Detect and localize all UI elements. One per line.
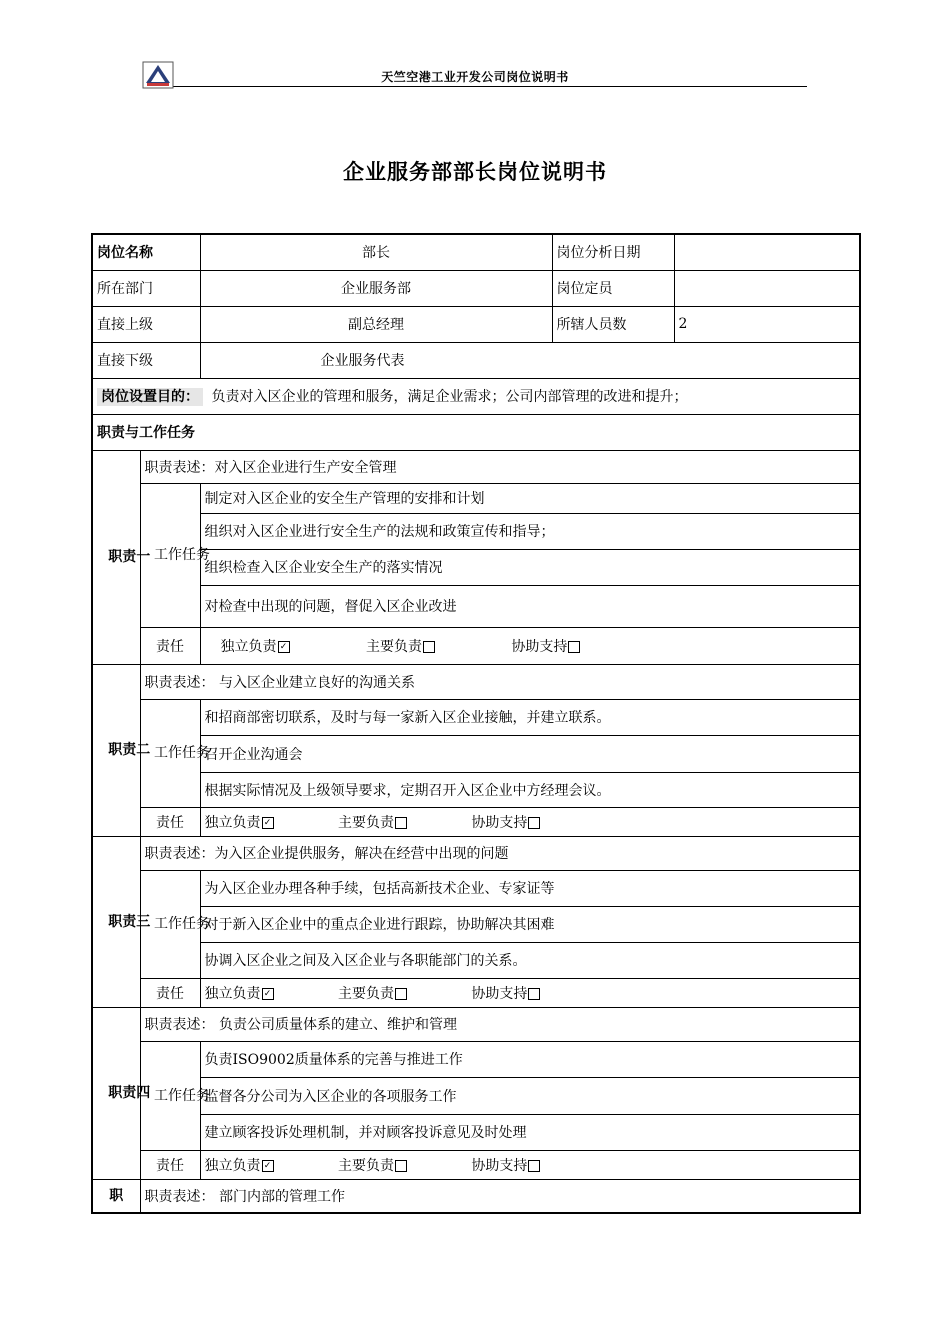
duty-statement: 职责表述： 负责公司质量体系的建立、维护和管理 <box>140 1007 860 1041</box>
task-item: 组织对入区企业进行安全生产的法规和政策宣传和指导； <box>200 513 860 549</box>
tasks-label: 工作任务 <box>140 1041 200 1150</box>
job-description-table <box>91 233 861 1214</box>
tasks-label: 工作任务 <box>140 699 200 807</box>
responsibility-options <box>200 627 860 664</box>
assist-label: 协助支持 <box>511 638 568 655</box>
page-header <box>143 62 807 87</box>
task-item: 对检查中出现的问题，督促入区企业改进 <box>200 585 860 627</box>
headcount-value <box>674 270 860 306</box>
purpose-label: 岗位设置目的： <box>97 388 203 406</box>
duty-section-label: 职责三 <box>92 836 140 1007</box>
task-item: 和招商部密切联系，及时与每一家新入区企业接触，并建立联系。 <box>200 699 860 735</box>
analysis-date-label: 岗位分析日期 <box>552 234 674 270</box>
independent-label: 独立负责 <box>204 985 261 1002</box>
duty-statement: 职责表述：对入区企业进行生产安全管理 <box>140 450 860 483</box>
main-label: 主要负责 <box>337 814 394 831</box>
responsibility-label: 责任 <box>140 807 200 836</box>
independent-checkbox[interactable]: ✓ <box>262 988 274 1000</box>
responsibility-label: 责任 <box>140 978 200 1007</box>
headcount-label: 岗位定员 <box>552 270 674 306</box>
purpose-row <box>92 378 860 414</box>
main-label: 主要负责 <box>365 638 422 655</box>
assist-label: 协助支持 <box>471 985 528 1002</box>
direct-subordinate-value: 企业服务代表 <box>200 342 860 378</box>
direct-superior-value: 副总经理 <box>200 306 552 342</box>
purpose-text: 负责对入区企业的管理和服务，满足企业需求；公司内部管理的改进和提升； <box>211 389 688 405</box>
direct-subordinate-label: 直接下级 <box>92 342 200 378</box>
main-label: 主要负责 <box>337 1157 394 1174</box>
duty-section-label: 职 <box>92 1179 140 1213</box>
task-item: 监督各分公司为入区企业的各项服务工作 <box>200 1077 860 1114</box>
assist-checkbox[interactable] <box>528 817 540 829</box>
analysis-date-value <box>674 234 860 270</box>
duty-section-label: 职责四 <box>92 1007 140 1179</box>
independent-label: 独立负责 <box>204 814 261 831</box>
duty-statement: 职责表述：为入区企业提供服务，解决在经营中出现的问题 <box>140 836 860 870</box>
duty-section-label: 职责二 <box>92 664 140 836</box>
tasks-label: 工作任务 <box>140 483 200 627</box>
position-name-label: 岗位名称 <box>92 234 200 270</box>
task-item: 协调入区企业之间及入区企业与各职能部门的关系。 <box>200 942 860 978</box>
assist-checkbox[interactable] <box>568 641 580 653</box>
duty-section-label: 职责一 <box>92 450 140 664</box>
assist-label: 协助支持 <box>471 1157 528 1174</box>
position-name-value: 部长 <box>200 234 552 270</box>
responsibility-label: 责任 <box>140 1150 200 1179</box>
subordinates-count-value: 2 <box>674 306 860 342</box>
independent-checkbox[interactable]: ✓ <box>278 641 290 653</box>
task-item: 制定对入区企业的安全生产管理的安排和计划 <box>200 483 860 513</box>
task-item: 召开企业沟通会 <box>200 735 860 772</box>
responsibility-options <box>200 978 860 1007</box>
company-header-title: 天竺空港工业开发公司岗位说明书 <box>381 70 569 84</box>
task-item: 负责ISO9002质量体系的完善与推进工作 <box>200 1041 860 1077</box>
duty-statement: 职责表述： 部门内部的管理工作 <box>140 1179 860 1213</box>
independent-label: 独立负责 <box>220 638 277 655</box>
responsibility-label: 责任 <box>140 627 200 664</box>
tasks-label: 工作任务 <box>140 870 200 978</box>
assist-label: 协助支持 <box>471 814 528 831</box>
task-item: 建立顾客投诉处理机制，并对顾客投诉意见及时处理 <box>200 1114 860 1150</box>
responsibility-options <box>200 807 860 836</box>
subordinates-count-label: 所辖人员数 <box>552 306 674 342</box>
main-label: 主要负责 <box>337 985 394 1002</box>
assist-checkbox[interactable] <box>528 988 540 1000</box>
duties-heading: 职责与工作任务 <box>92 414 860 450</box>
main-checkbox[interactable] <box>423 641 435 653</box>
main-checkbox[interactable] <box>395 988 407 1000</box>
independent-label: 独立负责 <box>204 1157 261 1174</box>
task-item: 为入区企业办理各种手续，包括高新技术企业、专家证等 <box>200 870 860 906</box>
main-checkbox[interactable] <box>395 817 407 829</box>
task-item: 根据实际情况及上级领导要求，定期召开入区企业中方经理会议。 <box>200 772 860 807</box>
document-title: 企业服务部部长岗位说明书 <box>343 160 607 184</box>
task-item: 对于新入区企业中的重点企业进行跟踪，协助解决其困难 <box>200 906 860 942</box>
department-label: 所在部门 <box>92 270 200 306</box>
direct-superior-label: 直接上级 <box>92 306 200 342</box>
main-checkbox[interactable] <box>395 1160 407 1172</box>
department-value: 企业服务部 <box>200 270 552 306</box>
assist-checkbox[interactable] <box>528 1160 540 1172</box>
responsibility-options <box>200 1150 860 1179</box>
independent-checkbox[interactable]: ✓ <box>262 817 274 829</box>
task-item: 组织检查入区企业安全生产的落实情况 <box>200 549 860 585</box>
independent-checkbox[interactable]: ✓ <box>262 1160 274 1172</box>
duty-statement: 职责表述： 与入区企业建立良好的沟通关系 <box>140 664 860 699</box>
